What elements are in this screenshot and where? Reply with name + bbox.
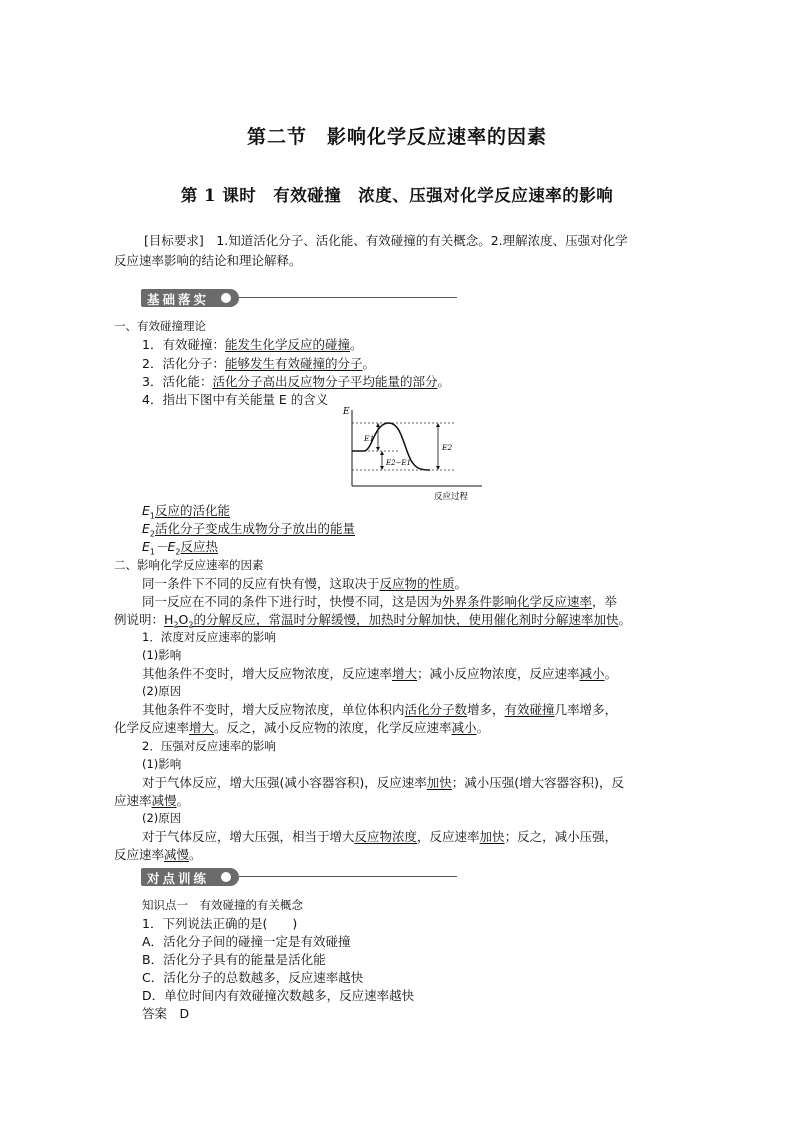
item-1-answer: 能发生化学反应的碰撞	[224, 337, 350, 352]
conc-reason-j: 。	[476, 720, 490, 735]
goals-text: 1.知道活化分子、活化能、有效碰撞的有关概念。2.理解浓度、压强对化学	[203, 233, 628, 248]
item-3-label: 3．活化能：	[142, 374, 213, 389]
y-axis-label: E	[343, 407, 350, 417]
pres-effect-line-2	[114, 792, 189, 809]
banner-label: 对点训练	[147, 871, 210, 886]
banner-dot-icon	[221, 293, 231, 303]
para-1-text: 同一条件下不同的反应有快有慢，这取决于	[142, 576, 380, 591]
pres-reason-b: 反应物浓度	[354, 829, 418, 844]
formula-sub-2: 2	[188, 620, 194, 630]
x-axis-label: 反应过程	[434, 492, 469, 502]
diff-sub-a: 1	[149, 547, 155, 557]
e2-label: E2	[442, 443, 453, 452]
conc-subheading-reason: (2)原因	[142, 684, 182, 698]
formula-h: H	[164, 612, 174, 627]
conc-text-e: 。	[604, 666, 618, 681]
pres-text-a: 对于气体反应，增大压强(减小容器容积)，反应速率	[142, 775, 427, 790]
formula-o: O	[178, 612, 189, 627]
diff-answer: 反应热	[180, 539, 219, 554]
e1-arrow-head-bottom	[376, 447, 380, 451]
diff-label: E2−E1	[386, 459, 411, 467]
option-a: A．活化分子间的碰撞一定是有效碰撞	[142, 934, 351, 949]
knowledge-point: 知识点一 有效碰撞的有关概念	[142, 898, 303, 912]
conc-reason-b: 活化分子数	[404, 702, 468, 717]
item-1-label: 1．有效碰撞：	[142, 337, 225, 352]
e2-arrow-head-top	[436, 423, 440, 427]
pres-reason-d: 加快	[479, 829, 505, 844]
pres-reason-f: 反应速率	[114, 847, 165, 862]
pres-reason-h: 。	[189, 847, 202, 862]
para-3-text: 例说明：	[114, 612, 165, 627]
e2-symbol: E	[142, 521, 150, 536]
conc-reason-g: 增大	[189, 720, 215, 735]
item-4: 4．指出下图中有关能量 E 的含义	[142, 392, 329, 407]
goals-label: [目标要求]	[144, 233, 204, 248]
goals-line-2: 反应速率影响的结论和理论解释。	[114, 253, 302, 268]
banner-rule	[239, 876, 457, 877]
conc-reason-line-1	[142, 701, 617, 718]
banner-pill	[141, 289, 239, 307]
h2o2-formula	[164, 612, 194, 630]
pres-answer-faster: 加快	[426, 775, 452, 790]
pres-effect-line-1	[142, 774, 624, 791]
option-d: D．单位时间内有效碰撞次数越多，反应速率越快	[142, 988, 415, 1003]
e2-subscript: 2	[149, 529, 155, 539]
pres-text-d: 应速率	[114, 793, 152, 808]
pres-answer-slower: 减慢	[151, 793, 177, 808]
conc-reason-line-2	[114, 719, 489, 736]
e1-subscript: 1	[149, 511, 155, 521]
conc-reason-d: 有效碰撞	[504, 702, 555, 717]
para-3-end: 。	[618, 612, 631, 627]
e1-answer: 反应的活化能	[155, 503, 231, 518]
heading-pressure: 2．压强对反应速率的影响	[142, 739, 276, 753]
pres-text-c: ；减小压强(增大容器容积)，反	[451, 775, 625, 790]
para-1-end: 。	[454, 576, 468, 591]
para-2-end: ，举	[592, 594, 618, 609]
para-1	[142, 575, 467, 592]
goals-line-1	[144, 232, 628, 249]
heading-factors: 二、影响化学反应速率的因素	[114, 558, 264, 572]
item-3: 3．活化能：活化分子高出反应物分子平均能量的部分。	[142, 374, 450, 389]
lesson-subtitle: 第 1 课时 有效碰撞 浓度、压强对化学反应速率的影响	[180, 186, 614, 205]
item-1: 1．有效碰撞：能发生化学反应的碰撞。	[142, 337, 363, 352]
banner-label: 基础落实	[147, 292, 210, 307]
conc-answer-increase: 增大	[392, 666, 418, 681]
pres-reason-c: ，反应速率	[417, 829, 480, 844]
conc-reason-h: 。反之，减小反应物的浓度，化学反应速率	[214, 720, 452, 735]
para-1-answer: 反应物的性质	[379, 576, 455, 591]
pres-reason-line-2	[114, 846, 202, 863]
conc-subheading-effect: (1)影响	[142, 648, 182, 662]
diff-symbol-a: E	[142, 539, 150, 554]
pres-reason-line-1	[142, 828, 617, 845]
question-stem: 1．下列说法正确的是( )	[142, 916, 298, 931]
option-c: C．活化分子的总数越多，反应速率越快	[142, 970, 364, 985]
para-3-answer: 的分解反应，常温时分解缓慢，加热时分解加快，使用催化剂时分解速率加快	[193, 612, 619, 627]
pres-text-e: 。	[176, 793, 190, 808]
para-2-answer: 外界条件影响化学反应速率	[442, 594, 593, 609]
pres-reason-g: 减慢	[164, 847, 190, 862]
banner-dot-icon	[221, 872, 231, 882]
conc-reason-e: 几率增多，	[554, 702, 618, 717]
item-2-answer: 能够发生有效碰撞的分子	[224, 356, 363, 371]
conc-answer-decrease: 减小	[579, 666, 605, 681]
conc-reason-c: 增多，	[467, 702, 505, 717]
e1-label: E1	[364, 434, 375, 443]
pres-reason-e: ；反之，减小压强，	[504, 829, 618, 844]
conc-reason-i: 减小	[451, 720, 477, 735]
item-2-label: 2．活化分子：	[142, 356, 225, 371]
page-title: 第二节 影响化学反应速率的因素	[246, 126, 547, 148]
heading-effective-collision: 一、有效碰撞理论	[114, 319, 206, 333]
banner-rule	[239, 297, 457, 298]
conc-effect-line	[142, 665, 617, 682]
e1-symbol: E	[142, 503, 150, 518]
para-2	[142, 593, 617, 610]
diff-sub-b: 2	[175, 547, 181, 557]
formula-sub-1: 2	[173, 620, 179, 630]
e2-answer: 活化分子变成生成物分子放出的能量	[155, 521, 356, 536]
answer-line: 答案 D	[142, 1006, 190, 1021]
e1-arrow-head-top	[376, 423, 380, 427]
item-3-answer: 活化分子高出反应物分子平均能量的部分	[212, 374, 438, 389]
pres-subheading-reason: (2)原因	[142, 811, 182, 825]
diff-arrow-head-bottom	[380, 466, 384, 470]
option-b: B．活化分子具有的能量是活化能	[142, 952, 326, 967]
para-2-text: 同一反应在不同的条件下进行时，快慢不同，这是因为	[142, 594, 443, 609]
pres-subheading-effect: (1)影响	[142, 757, 182, 771]
diff-symbol-b: －E	[155, 539, 176, 554]
energy-diagram	[338, 404, 488, 502]
banner-pill	[141, 868, 239, 886]
heading-concentration: 1．浓度对反应速率的影响	[142, 630, 276, 644]
conc-reason-f: 化学反应速率	[114, 720, 190, 735]
e2-arrow-head-bottom	[436, 466, 440, 470]
item-2: 2．活化分子：能够发生有效碰撞的分子。	[142, 356, 375, 371]
pres-reason-a: 对于气体反应，增大压强，相当于增大	[142, 829, 355, 844]
diff-arrow-head-top	[380, 451, 384, 455]
conc-text-a: 其他条件不变时，增大反应物浓度，反应速率	[142, 666, 393, 681]
conc-reason-a: 其他条件不变时，增大反应物浓度，单位体积内	[142, 702, 405, 717]
conc-text-c: ；减小反应物浓度，反应速率	[417, 666, 580, 681]
